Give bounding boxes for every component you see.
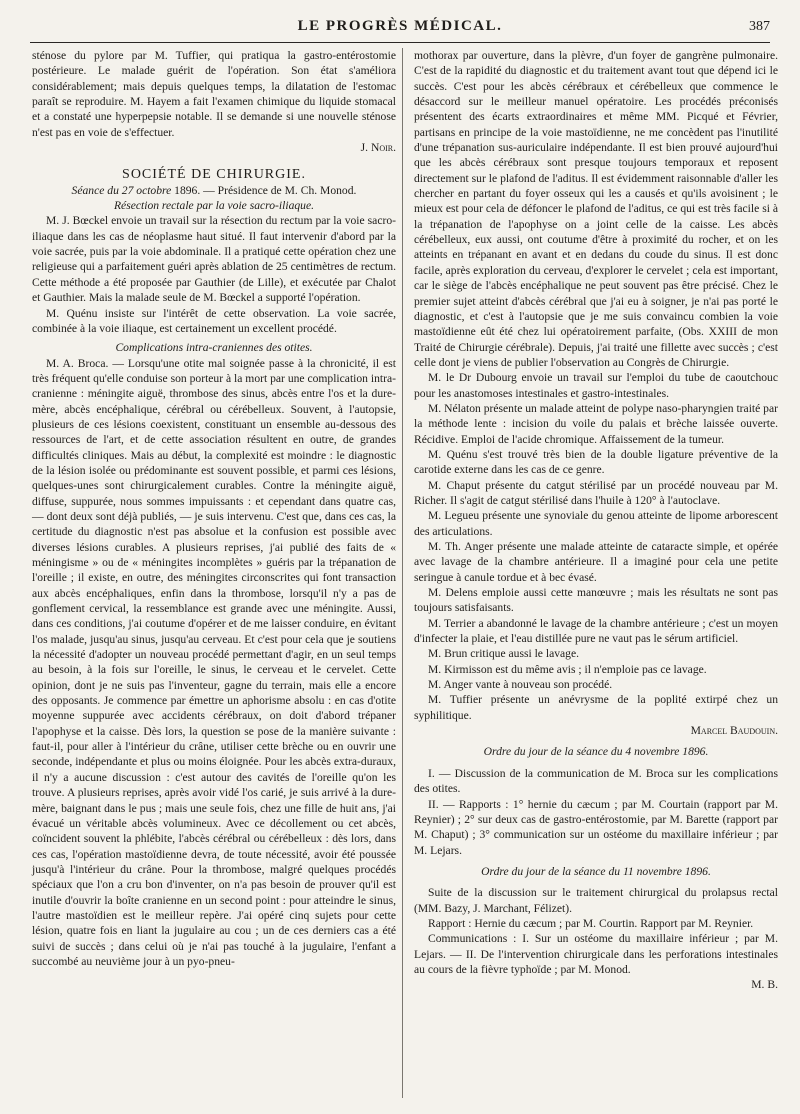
society-heading: SOCIÉTÉ DE CHIRURGIE. bbox=[122, 167, 306, 183]
signature-line-baudouin bbox=[414, 723, 778, 738]
paragraph-legueu: M. Legueu présente une synoviale du genou atteinte de lipome arborescent des articulations. bbox=[414, 509, 778, 538]
paragraph-quenu-ligature: M. Quénu s'est trouvé très bien de la double ligature préventive de la carotide externe dans les cas de ce genre. bbox=[414, 447, 778, 477]
signature-noir: J. Noir. bbox=[360, 141, 396, 155]
paragraph-tuffier: M. Tuffier présente un anévrysme de la poplité extirpé chez un syphilitique. bbox=[414, 693, 778, 722]
paragraph-quenu: M. Quénu insiste sur l'intérêt de cette observation. La voie sacrée, combinée à la voie iliaque, est certainement un excellent procédé. bbox=[32, 306, 396, 335]
complications-heading-text: Complications intra-craniennes des otites. bbox=[115, 341, 313, 355]
page-header bbox=[30, 18, 770, 40]
paragraph-delens: M. Delens emploie aussi cette manœuvre ; mais les résultats ne sont pas toujours satisfaisants. bbox=[414, 586, 778, 615]
session-line bbox=[32, 183, 396, 198]
session-prefix: Séance du bbox=[71, 183, 122, 197]
ordre-heading-2-text: Ordre du jour de la séance du 11 novembre 1896. bbox=[481, 864, 711, 878]
ordre1-item-i: I. — Discussion de la communication de M. Broca sur les complications des otites. bbox=[414, 766, 778, 796]
signature-line bbox=[32, 140, 396, 155]
header-rule bbox=[30, 42, 770, 43]
page-number: 387 bbox=[749, 19, 770, 34]
paragraph-anger: M. Th. Anger présente une malade atteinte de cataracte simple, et opérée avec lavage de la chambre antérieure. Il a imaginé pour cela une petite seringue à canule tordue et à bec évasé. bbox=[414, 540, 778, 584]
paragraph-broca: M. A. Broca. — Lorsqu'une otite mal soignée passe à la chronicité, il est très fréquent qu'elle conduise son porteur à la mort par une complication intra-cranienne : méningite aiguë, thrombose des sinus, abcès entre l'os et la dure-mère, abcès encéphalique, cérébral ou cérébelleux. Souvent, à l'autopsie, plusieurs de ces lésions coexistent, constituant un ensemble au-dessous des ressources de l'art, et de cette association résultent en outre, de grandes difficultés cliniques. Mais au début, la complexité est moindre : le diagnostic de la lésion isolée ou prédominante est souvent possible, et parmi ces lésions, quelques-unes sont chirurgicalement curables. Contre la méningite aiguë, diffuse, suppurée, nous sommes impuissants : et cependant dans quatre cas, — dont deux sont déjà publiés, — je suis intervenu. C'est que, dans ces cas, la certitude du diagnostic n'est pas absolue et la confusion est possible avec diverses lésions curables. A plusieurs reprises, j'ai publié des faits de « méningisme » ou de « méningites incomplètes » guéris par la trépanation de l'oreille ; il existe, en outre, des méningites circonscrites qui font transaction aux abcès encéphaliques, enfin dans la thrombose, lorsqu'il n'y a pas de gonflement cervical, la ressemblance est grande avec une méningite. Aussi, dans ces conditions, j'ai coutume d'opérer et de me laisser conduire, en évitant l'os malade, jusqu'au sinus, jusqu'au cerveau. Et c'est pour cela que je soutiens la nécessité d'adopter un nouveau procédé permettant d'agir, en un seul temps au besoin, à la fois sur l'oreille, le sinus, le cerveau et le cervelet. Cette opinion, dont je ne suis pas l'inventeur, gagne du terrain, mais elle a encore des opposants. Je commence par émettre un aphorisme absolu : en cas d'otite moyenne suppurée avec accidents cérébraux, on doit d'abord trépaner l'apophyse et la caisse. Dès lors, la question se pose de la manière suivante : faut-il, pour aller à l'intérieur du crâne, utiliser cette brèche ou en ouvrir une seconde, indépendante et plus ou moins éloignée. Pour les abcès extra-duraux, il n'y a aucune discussion : c'est autour des cavités de l'oreille qu'on les trouve. A plusieurs reprises, après avoir vidé l'os carié, je suis arrivé à la dure-mère, baignant dans le pus ; mais une seule fois, chez une fille de huit ans, j'ai évacué un véritable abcès volumineux. Avec ce décollement ou cet abcès, coïncident souvent la phlébite, l'abcès cérébral ou cérébelleux : dès lors, dans ces cas, l'opération mastoïdienne devra, de toute nécessité, avoir été poussée jusqu'à l'intérieur du crâne. Pour la thrombose, malgré quelques procédés spéciaux que l'on a cru bon d'inventer, on n'a pas besoin de prouver qu'il est inutile d'ouvrir la boîte cranienne en un second point : pour atteindre le sinus, l'autre mastoïdien est le meilleur repère. J'ai opéré cinq sujets pour cette lésion, quatre fois en liant la jugulaire au cou ; un de ces derniers cas a été suivi de succès ; dans celui où je n'ai pas touché à la jugulaire, l'enfant a succombé au neuvième jour à un pyo-pneu- bbox=[32, 356, 396, 968]
paragraph-brun: M. Brun critique aussi le lavage. bbox=[428, 647, 580, 661]
resection-heading-text: Résection rectale par la voie sacro-iliaque. bbox=[113, 199, 315, 213]
session-date: 27 octobre bbox=[121, 183, 172, 197]
paragraph-broca-cont: mothorax par ouverture, dans la plèvre, d'un foyer de gangrène pulmonaire. C'est de la rapidité du diagnostic et du traitement avant tout que dépend ici le succès. C'est pour les abcès cérébraux et cérébelleux que commence le désaccord sur le meilleur manuel opératoire. Les procédés préconisés présentent des écarts extraordinaires et même MM. Picqué et Février, partisans en principe de la voie mastoïdienne, ne me concèdent pas l'inutilité d'une trépanation sus-auriculaire indépendante. Il est bien prouvé aujourd'hui que les abcès cérébraux sont presque toujours temporaux et reposent directement sur le plafond de l'aditus. Il est évidemment raisonnable d'aller les chercher en partant du foyer osseux qui les a causés et qu'ils avoisinent ; le mieux est pour cela de défoncer le plafond de l'aditus, ce qui est très facile si à la trépanation de l'apophyse on a joint celle de la caisse. Les abcès cérébelleux, eux aussi, ont coutume d'être à proximité du rocher, et on les atteints en trépanant en avant et en dedans du coude du sinus. Il est donc facile, après exploration du cerveau, d'explorer le cervelet ; cela est important, car le siège de l'abcès encéphalique ne peut souvent pas être précisé. Chez le premier sujet atteint d'abcès cérébral que j'ai eu à soigner, je n'ai pas porté le diagnostic, et c'est à l'autopsie que je me suis convaincu combien la voie mastoïdienne eût été chez lui opératoirement parfaite, (Obs. XXIII de mon Traité de Chirurgie cérébrale). Depuis, j'ai traité une fillette avec succès ; c'est celle dont je viens de publier l'observation au Congrès de Chirurgie. bbox=[414, 49, 778, 369]
ordre-heading-1 bbox=[414, 744, 778, 759]
paragraph-terrier: M. Terrier a abandonné le lavage de la chambre antérieure ; c'est un moyen d'infecter la plaie, et l'eau distillée pure ne vaut pas le sérum artificiel. bbox=[414, 616, 778, 646]
ordre-heading-1-text: Ordre du jour de la séance du 4 novembre 1896. bbox=[483, 745, 709, 759]
left-column bbox=[32, 48, 396, 969]
ordre2-item-1: Suite de la discussion sur le traitement chirurgical du prolapsus rectal (MM. Bazy, J. Marchant, Félizet). bbox=[414, 886, 778, 915]
ordre1-item-ii: II. — Rapports : 1° hernie du cæcum ; par M. Courtain (rapport par M. Reynier) ; 2° sur deux cas de gastro-entérostomie, par M. Barette (rapport par M. Chaput) ; 3° communication sur un ostéome du maxillaire inférieur ; par M. Lejars. bbox=[414, 797, 778, 857]
paragraph-dubourg: M. le Dr Dubourg envoie un travail sur l'emploi du tube de caoutchouc pour les anastomoses intestinales et gastro-intestinales. bbox=[414, 371, 778, 400]
column-divider bbox=[402, 48, 403, 1098]
paragraph-boeckel: M. J. Bœckel envoie un travail sur la résection du rectum par la voie sacro-iliaque dans les cas de néoplasme haut situé. Il faut intervenir d'abord par la voie sacrée, puis par la voie abdominale. Il a pratiqué cette opération chez une religieuse qui a parfaitement guéri après ablation de 25 centimètres de rectum. Cette méthode a été proposée par Gauthier (de Lille), et exécutée par Chalot et Gauthier. Mais la malade seule de M. Bœckel a supporté l'opération. bbox=[32, 214, 396, 305]
session-presidence: 1896. — Présidence de M. Ch. Monod. bbox=[171, 183, 357, 197]
signature-line-mb bbox=[414, 977, 778, 992]
complications-heading bbox=[32, 340, 396, 355]
resection-heading bbox=[32, 198, 396, 213]
journal-title: LE PROGRÈS MÉDICAL. bbox=[297, 18, 503, 34]
paragraph-anger-2: M. Anger vante à nouveau son procédé. bbox=[428, 678, 613, 692]
signature-mb: M. B. bbox=[751, 978, 778, 992]
paragraph-chaput: M. Chaput présente du catgut stérilisé par un procédé nouveau par M. Richer. Il s'agit de catgut stérilisé dans l'huile à 120° à l'autoclave. bbox=[414, 478, 778, 507]
right-column bbox=[414, 48, 778, 993]
ordre-heading-2 bbox=[414, 864, 778, 879]
paragraph-kirmisson: M. Kirmisson est du même avis ; il n'emploie pas ce lavage. bbox=[428, 662, 707, 676]
signature-baudouin: Marcel Baudouin. bbox=[690, 724, 778, 738]
ordre2-item-3: Communications : I. Sur un ostéome du maxillaire inférieur ; par M. Lejars. — II. De l'intervention chirurgicale dans les perforations intestinales au cours de la fièvre typhoïde ; par M. Monod. bbox=[414, 932, 778, 976]
ordre2-item-2: Rapport : Hernie du cæcum ; par M. Courtin. Rapport par M. Reynier. bbox=[428, 916, 754, 930]
paragraph-stenose: sténose du pylore par M. Tuffier, qui pratiqua la gastro-entérostomie postérieure. Le malade guérit de l'opération. Son état s'améliora considérablement; mais depuis quelques temps, la dilatation de l'estomac paraît se reproduire. M. Hayem a fait l'examen chimique du liquide stomacal et a constaté une hyperpepsie notable. Il se demande si une nouvelle sténose n'est pas en voie de s'effectuer. bbox=[32, 49, 396, 139]
paragraph-nelaton: M. Nélaton présente un malade atteint de polype naso-pharyngien traité par la méthode lente : incision du voile du palais et brèche laissée ouverte. Récidive. Emploi de l'acide chromique. Affaissement de la tumeur. bbox=[414, 401, 778, 446]
